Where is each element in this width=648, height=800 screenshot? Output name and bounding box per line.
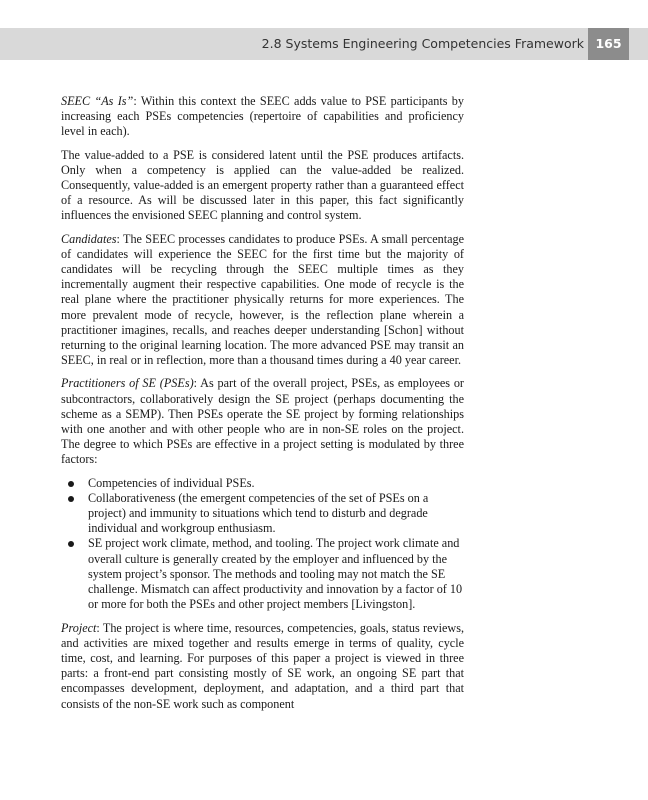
paragraph-text: : Within this context the SEEC adds value to PSE participants by increasing each PSEs competencies (repertoire of capabilities and proficiency level in each). <box>61 94 464 139</box>
list-item <box>88 536 464 612</box>
term-practitioners: Practitioners of SE (PSEs) <box>61 376 194 391</box>
page-number: 165 <box>588 28 629 60</box>
bullet-icon <box>68 496 74 502</box>
paragraph-candidates <box>61 232 464 369</box>
paragraph-text: : The project is where time, resources, competencies, goals, status reviews, and activities are mixed together and results emerge in terms of quality, cycle time, cost, and learning. For purposes of this paper a project is viewed in three parts: a front-end part consisting mostly of SE work, an ongoing SE part that encompasses development, deployment, and adaptation, and a third part that consists of the non-SE work such as component <box>61 620 464 711</box>
section-title: 2.8 Systems Engineering Competencies Framework <box>261 36 584 51</box>
running-header <box>0 28 648 60</box>
paragraph-project <box>61 621 464 712</box>
bullet-icon <box>68 481 74 487</box>
paragraph-practitioners <box>61 376 464 467</box>
factor-list <box>61 476 464 613</box>
list-item-text: Competencies of individual PSEs. <box>88 475 255 490</box>
list-item <box>88 476 464 491</box>
paragraph-text: The value-added to a PSE is considered latent until the PSE produces artifacts. Only when a competency is applied can the value-added be realized. Consequently, value-added is an emergent property rather than a guaranteed effect of a resource. As will be discussed later in this paper, this fact significantly influences the envisioned SEEC planning and control system. <box>61 147 464 223</box>
list-item-text: Collaborativeness (the emergent competencies of the set of PSEs on a project) and immunity to situations which tend to disturb and degrade individual and workgroup enthusiasm. <box>88 490 429 536</box>
paragraph-value-added <box>61 148 464 224</box>
list-item-text: SE project work climate, method, and tooling. The project work climate and overall culture is generally created by the employer and influenced by the system project’s sponsor. The methods and tooling may not match the SE challenge. Mismatch can affect productivity and innovation by a factor of 10 or more for both the PSEs and other project members [Livingston]. <box>88 536 463 612</box>
term-seec-as-is: SEEC “As Is” <box>61 94 134 108</box>
body-text <box>61 94 464 720</box>
paragraph-text: : As part of the overall project, PSEs, as employees or subcontractors, collaboratively design the SE project (perhaps documenting the scheme as a SEMP). Then PSEs operate the SE project by forming relationships with one another and with other people who are in non-SE roles on the project. The degree to which PSEs are effective in a project setting is modulated by three factors: <box>61 376 464 467</box>
term-project: Project <box>61 620 97 635</box>
paragraph-seec-as-is <box>61 94 464 140</box>
paragraph-text: : The SEEC processes candidates to produce PSEs. A small percentage of candidates will experience the SEEC for the first time but the majority of candidates will be recycling through the SEEC multiple times as they incrementally augment their respective capabilities. One mode of recycle is the real plane where the practitioner physically returns for more experiences. The more prevalent mode of recycle, however, is the reflection plane wherein a practitioner imagines, recalls, and reaches deeper understanding [Schon] without returning to the original learning location. The more advanced PSE may transit an SEEC, in real or in reflection, more than a thousand times during a 40 year career. <box>61 231 464 368</box>
list-item <box>88 491 464 537</box>
bullet-icon <box>68 541 74 547</box>
term-candidates: Candidates <box>61 231 117 246</box>
